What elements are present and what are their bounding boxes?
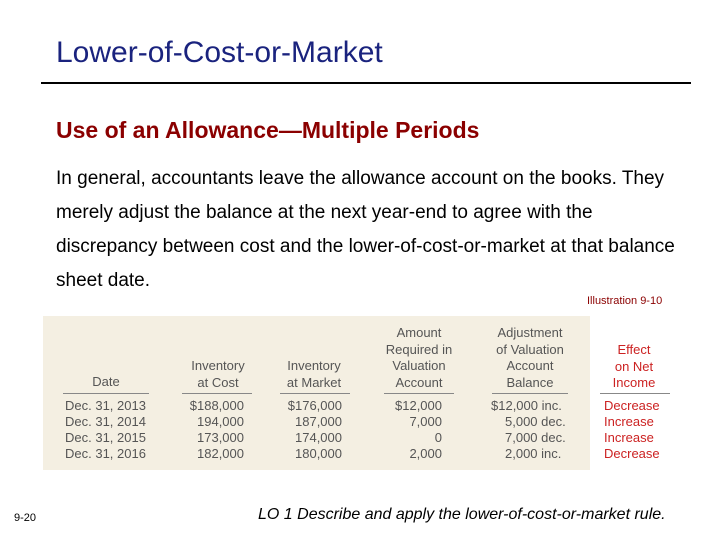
cell-cost: 182,000 — [197, 446, 244, 461]
cell-required: 0 — [434, 430, 442, 445]
title-divider — [41, 82, 691, 84]
cell-required: 7,000 — [409, 414, 442, 429]
cell-market: $176,000 — [287, 398, 342, 413]
cell-effect: Decrease — [604, 398, 660, 413]
illustration-label: Illustration 9-10 — [587, 295, 663, 307]
cell-market: 180,000 — [295, 446, 342, 461]
header-amount-required: Amount Required in Valuation Account — [385, 325, 453, 390]
cell-date: Dec. 31, 2015 — [65, 430, 146, 445]
cell-cost: $188,000 — [189, 398, 244, 413]
header-inventory-cost: Inventory at Cost — [191, 358, 245, 390]
header-rule — [182, 393, 252, 394]
cell-market: 187,000 — [295, 414, 342, 429]
header-date: Date — [92, 374, 120, 389]
header-inventory-market: Inventory at Market — [286, 358, 342, 390]
cell-effect: Increase — [604, 430, 654, 445]
cell-cost: 173,000 — [197, 430, 244, 445]
page-number: 9-20 — [14, 512, 37, 524]
header-rule — [384, 393, 454, 394]
header-rule — [280, 393, 350, 394]
cell-required: 2,000 — [409, 446, 442, 461]
cell-effect: Decrease — [604, 446, 660, 461]
cell-adjustment: 2,000 inc. — [505, 446, 562, 461]
cell-effect: Increase — [604, 414, 654, 429]
cell-date: Dec. 31, 2014 — [65, 414, 146, 429]
slide-title: Lower-of-Cost-or-Market — [56, 36, 383, 69]
cell-adjustment: $12,000 inc. — [491, 398, 562, 413]
header-rule — [63, 393, 149, 394]
header-effect: Effect on Net Income — [612, 342, 656, 390]
cell-cost: 194,000 — [197, 414, 244, 429]
header-rule — [600, 393, 670, 394]
cell-required: $12,000 — [395, 398, 442, 413]
body-paragraph: In general, accountants leave the allowance account on the books. They merely adjust the balance at the next year-end to agree with the discrepancy between cost and the lower-of-cost-or-market at that balance sheet date. — [56, 168, 675, 291]
learning-objective: LO 1 Describe and apply the lower-of-cost-or-market rule. — [258, 506, 666, 523]
cell-adjustment: 7,000 dec. — [505, 430, 566, 445]
cell-adjustment: 5,000 dec. — [505, 414, 566, 429]
cell-market: 174,000 — [295, 430, 342, 445]
header-rule — [492, 393, 568, 394]
slide-subtitle: Use of an Allowance—Multiple Periods — [56, 117, 480, 143]
cell-date: Dec. 31, 2013 — [65, 398, 146, 413]
header-adjustment: Adjustment of Valuation Account Balance — [496, 325, 564, 390]
cell-date: Dec. 31, 2016 — [65, 446, 146, 461]
